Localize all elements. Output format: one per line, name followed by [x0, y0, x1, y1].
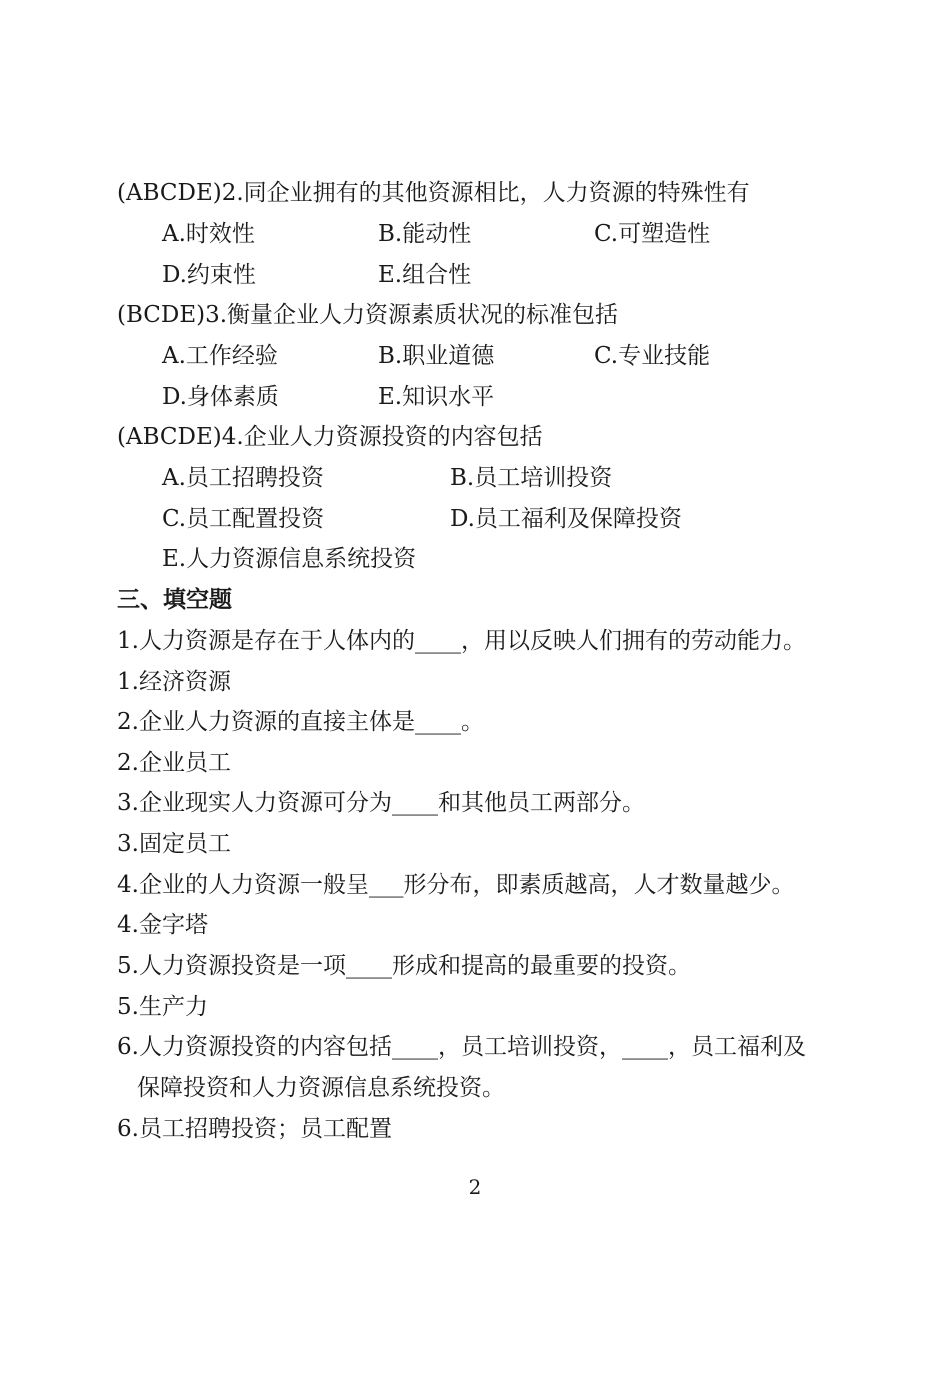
question-4-stem: (ABCDE)4.企业人力资源投资的内容包括 — [117, 424, 543, 450]
question-2-option-c: C.可塑造性 — [594, 221, 711, 247]
question-3-option-c: C.专业技能 — [594, 343, 711, 369]
blank-answer-5: 5.生产力 — [117, 994, 208, 1020]
question-3-stem: (BCDE)3.衡量企业人力资源素质状况的标准包括 — [117, 302, 619, 328]
blank-question-1: 1.人力资源是存在于人体内的____，用以反映人们拥有的劳动能力。 — [117, 628, 806, 654]
blank-question-2: 2.企业人力资源的直接主体是____。 — [117, 709, 484, 735]
blank-question-5: 5.人力资源投资是一项____形成和提高的最重要的投资。 — [117, 953, 691, 979]
section-heading: 三、填空题 — [117, 586, 232, 613]
question-2-option-d: D.约束性 — [162, 262, 256, 288]
question-4-option-e: E.人力资源信息系统投资 — [162, 546, 417, 572]
blank-question-6: 6.人力资源投资的内容包括____，员工培训投资，____，员工福利及 — [117, 1034, 806, 1060]
question-3-option-a: A.工作经验 — [162, 343, 278, 369]
question-3-option-e: E.知识水平 — [378, 384, 495, 410]
question-2-option-e: E.组合性 — [378, 262, 472, 288]
blank-answer-3: 3.固定员工 — [117, 831, 231, 857]
question-4-option-b: B.员工培训投资 — [450, 465, 613, 491]
question-2-option-b: B.能动性 — [378, 221, 472, 247]
question-4-option-c: C.员工配置投资 — [162, 506, 325, 532]
blank-answer-2: 2.企业员工 — [117, 750, 231, 776]
blank-answer-6: 6.员工招聘投资；员工配置 — [117, 1116, 392, 1142]
question-4-option-a: A.员工招聘投资 — [162, 465, 324, 491]
question-2-stem: (ABCDE)2.同企业拥有的其他资源相比，人力资源的特殊性有 — [117, 180, 750, 206]
question-3-option-d: D.身体素质 — [162, 384, 279, 410]
blank-answer-4: 4.金字塔 — [117, 912, 208, 938]
question-4-option-d: D.员工福利及保障投资 — [450, 506, 682, 532]
page-number: 2 — [468, 1175, 482, 1199]
question-3-option-b: B.职业道德 — [378, 343, 495, 369]
blank-question-4: 4.企业的人力资源一般呈___形分布，即素质越高，人才数量越少。 — [117, 872, 795, 898]
blank-answer-1: 1.经济资源 — [117, 669, 231, 695]
question-2-option-a: A.时效性 — [162, 221, 255, 247]
blank-question-6-continued: 保障投资和人力资源信息系统投资。 — [137, 1075, 505, 1101]
blank-question-3: 3.企业现实人力资源可分为____和其他员工两部分。 — [117, 790, 645, 816]
